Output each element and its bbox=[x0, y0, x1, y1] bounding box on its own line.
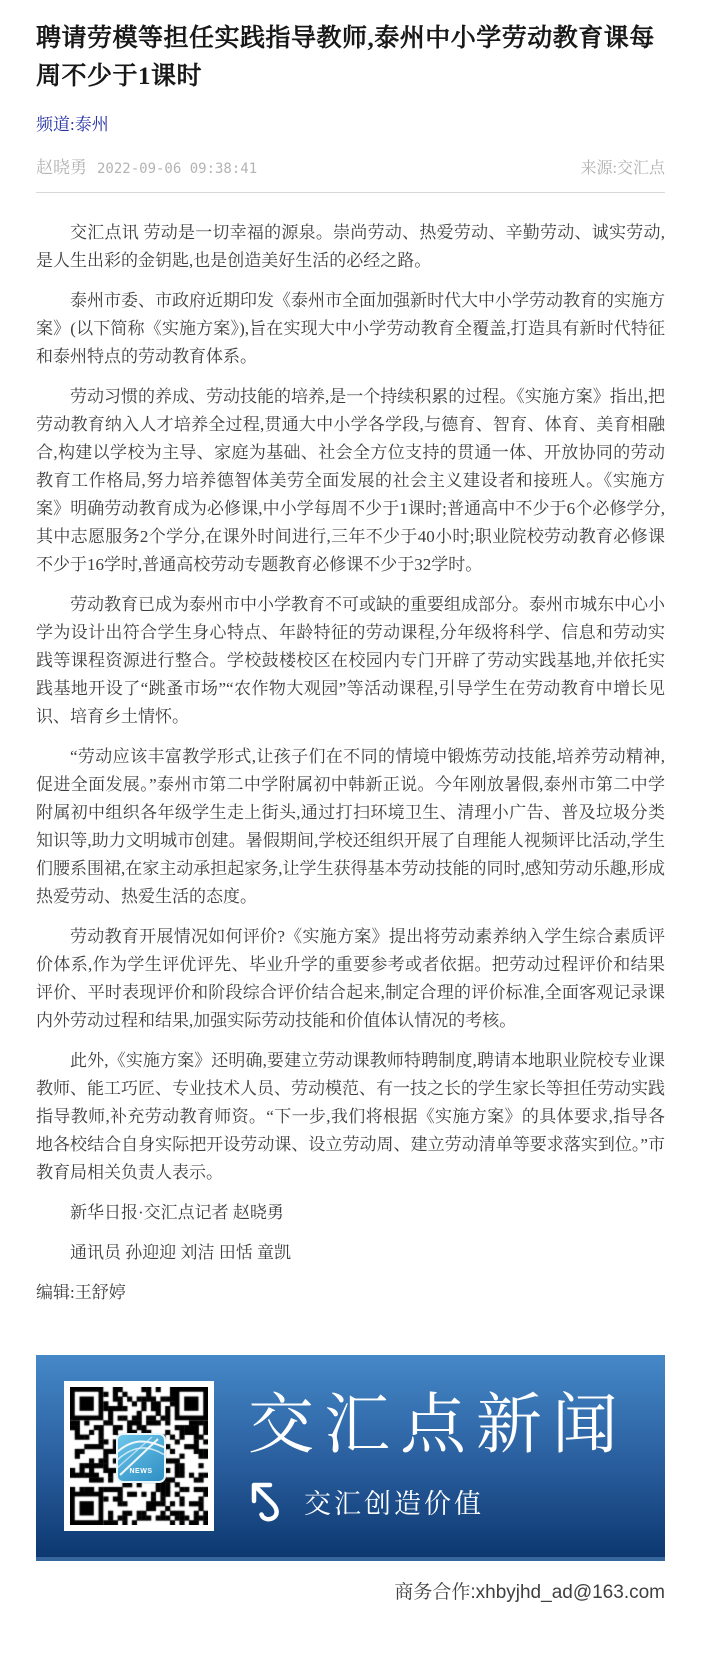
banner-slogan-row bbox=[248, 1479, 628, 1523]
article-body bbox=[36, 193, 665, 1307]
banner-slogan: 交汇创造价值 bbox=[304, 1488, 484, 1519]
editor-line: 编辑:王舒婷 bbox=[36, 1283, 126, 1302]
paragraph: 交汇点讯 劳动是一切幸福的源泉。崇尚劳动、热爱劳动、辛勤劳动、诚实劳动,是人生出彩的金钥匙,也是创造美好生活的必经之路。 bbox=[36, 223, 665, 270]
article-meta bbox=[36, 153, 665, 193]
paragraph: 劳动教育已成为泰州市中小学教育不可或缺的重要组成部分。泰州市城东中心小学为设计出符合学生身心特点、年龄特征的劳动课程,分年级将科学、信息和劳动实践等课程资源进行整合。学校鼓楼校区在校园内专门开辟了劳动实践基地,并依托实践基地开设了“跳蚤市场”“农作物大观园”等活动课程,引导学生在劳动教育中增长见识、培育乡土情怀。 bbox=[36, 595, 665, 726]
author-name: 赵晓勇 bbox=[36, 158, 87, 177]
channel-link[interactable]: 频道:泰州 bbox=[36, 115, 109, 134]
app-logo-label: NEWS bbox=[129, 1468, 153, 1475]
paragraph: 泰州市委、市政府近期印发《泰州市全面加强新时代大中小学劳动教育的实施方案》(以下简称《实施方案》),旨在实现大中小学劳动教育全覆盖,打造具有新时代特征和泰州特点的劳动教育体系。 bbox=[36, 291, 665, 366]
reporter-line: 新华日报·交汇点记者 赵晓勇 bbox=[70, 1203, 284, 1222]
paragraph: “劳动应该丰富教学形式,让孩子们在不同的情境中锻炼劳动技能,培养劳动精神,促进全面发展。”泰州市第二中学附属初中韩新正说。今年刚放暑假,泰州市第二中学附属初中组织各年级学生走上街头,通过打扫环境卫生、清理小广告、普及垃圾分类知识等,助力文明城市创建。暑假期间,学校还组织开展了自理能人视频评比活动,学生们腰系围裙,在家主动承担起家务,让学生获得基本劳动技能的同时,感知劳动乐趣,形成热爱劳动、热爱生活的态度。 bbox=[36, 747, 665, 906]
banner-app-name: 交汇点新闻 bbox=[248, 1387, 628, 1461]
promo-banner[interactable] bbox=[36, 1355, 665, 1561]
meta-left bbox=[36, 153, 257, 178]
page-title: 聘请劳模等担任实践指导教师,泰州中小学劳动教育课每周不少于1课时 bbox=[36, 25, 655, 90]
paragraph: 此外,《实施方案》还明确,要建立劳动课教师特聘制度,聘请本地职业院校专业课教师、能工巧匠、专业技术人员、劳动模范、有一技之长的学生家长等担任劳动实践指导教师,补充劳动教育师资。“下一步,我们将根据《实施方案》的具体要求,指导各地各校结合自身实际把开设劳动课、设立劳动周、建立劳动清单等要求落实到位。”市教育局相关负责人表示。 bbox=[36, 1051, 665, 1182]
paragraph: 劳动教育开展情况如何评价?《实施方案》提出将劳动素养纳入学生综合素质评价体系,作为学生评优评先、毕业升学的重要参考或者依据。把劳动过程评价和结果评价、平时表现评价和阶段综合评价结合起来,制定合理的评价标准,全面客观记录课内外劳动过程和结果,加强实际劳动技能和价值体认情况的考核。 bbox=[36, 927, 665, 1030]
app-logo-icon bbox=[116, 1433, 166, 1483]
correspondent-line: 通讯员 孙迎迎 刘洁 田恬 童凯 bbox=[70, 1243, 291, 1262]
qr-code bbox=[64, 1381, 214, 1531]
publish-timestamp: 2022-09-06 09:38:41 bbox=[97, 161, 258, 177]
cursor-arrow-icon bbox=[248, 1479, 288, 1523]
paragraph: 劳动习惯的养成、劳动技能的培养,是一个持续积累的过程。《实施方案》指出,把劳动教育纳入人才培养全过程,贯通大中小学各学段,与德育、智育、体育、美育相融合,构建以学校为主导、家庭为基础、社会全方位支持的贯通一体、开放协同的劳动教育工作格局,努力培养德智体美劳全面发展的社会主义建设者和接班人。《实施方案》明确劳动教育成为必修课,中小学每周不少于1课时;普通高中不少于6个必修学分,其中志愿服务2个学分,在课外时间进行,三年不少于40小时;职业院校劳动教育必修课不少于16学时,普通高校劳动专题教育必修课不少于32学时。 bbox=[36, 387, 665, 574]
source-label: 来源:交汇点 bbox=[580, 160, 665, 177]
business-contact[interactable]: 商务合作:xhbyjhd_ad@163.com bbox=[394, 1582, 665, 1603]
banner-text-block bbox=[248, 1389, 628, 1523]
